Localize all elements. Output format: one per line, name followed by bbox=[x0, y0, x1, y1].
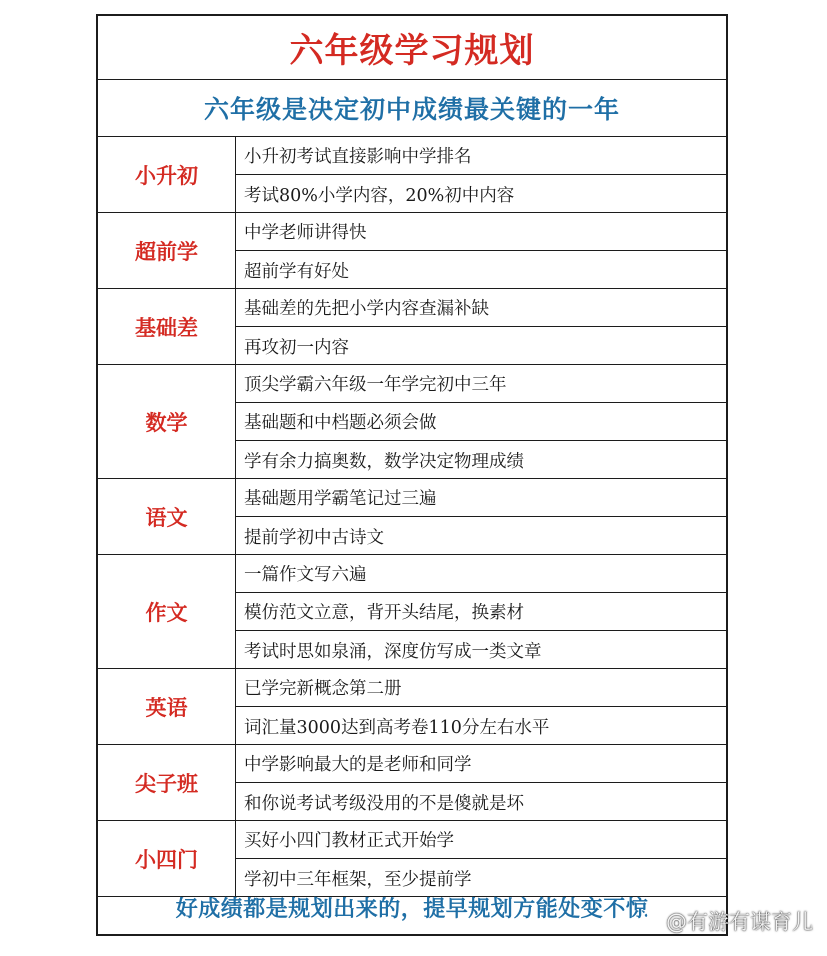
group-item: 再攻初一内容 bbox=[244, 337, 349, 358]
group-item: 词汇量3000达到高考卷110分左右水平 bbox=[244, 717, 550, 738]
group-label: 作文 bbox=[98, 555, 236, 668]
group-label: 尖子班 bbox=[98, 745, 236, 820]
group-item: 顶尖学霸六年级一年学完初中三年 bbox=[236, 365, 726, 403]
group-item: 已学完新概念第二册 bbox=[236, 669, 726, 707]
watermark bbox=[639, 906, 813, 936]
group-item: 基础差的先把小学内容查漏补缺 bbox=[236, 289, 726, 327]
group-item: 一篇作文写六遍 bbox=[236, 555, 726, 593]
group-label: 语文 bbox=[98, 479, 236, 554]
group-item: 学有余力搞奥数，数学决定物理成绩 bbox=[244, 451, 524, 472]
subtitle-row bbox=[98, 80, 726, 137]
group-item: 考试80%小学内容，20%初中内容 bbox=[244, 185, 515, 206]
page-subtitle: 六年级是决定初中成绩最关键的一年 bbox=[203, 95, 620, 124]
group-item: 小升初考试直接影响中学排名 bbox=[236, 137, 726, 175]
group-item: 买好小四门教材正式开始学 bbox=[236, 821, 726, 859]
watermark-text: @有游有谋育儿 bbox=[666, 910, 813, 934]
group-item: 超前学有好处 bbox=[244, 261, 349, 282]
group-label: 小四门 bbox=[98, 821, 236, 896]
group-label: 超前学 bbox=[98, 213, 236, 288]
plan-group bbox=[98, 289, 726, 365]
plan-group bbox=[98, 213, 726, 289]
group-item: 中学老师讲得快 bbox=[236, 213, 726, 251]
group-label: 数学 bbox=[98, 365, 236, 478]
page-title: 六年级学习规划 bbox=[289, 31, 535, 71]
footer-slogan: 好成绩都是规划出来的，提早规划方能处变不惊 bbox=[175, 897, 649, 922]
group-item: 基础题用学霸笔记过三遍 bbox=[236, 479, 726, 517]
plan-group bbox=[98, 745, 726, 821]
group-item: 考试时思如泉涌，深度仿写成一类文章 bbox=[244, 641, 542, 662]
title-row bbox=[98, 16, 726, 80]
group-item: 学初中三年框架，至少提前学 bbox=[244, 869, 472, 890]
study-plan-table bbox=[96, 14, 728, 936]
group-label: 小升初 bbox=[98, 137, 236, 212]
plan-group bbox=[98, 137, 726, 213]
plan-group bbox=[98, 479, 726, 555]
plan-group bbox=[98, 669, 726, 745]
group-label: 基础差 bbox=[98, 289, 236, 364]
plan-group bbox=[98, 555, 726, 669]
group-item: 基础题和中档题必须会做 bbox=[236, 403, 726, 441]
footer-row bbox=[98, 881, 726, 934]
group-item: 和你说考试考级没用的不是傻就是坏 bbox=[244, 793, 524, 814]
plan-group bbox=[98, 365, 726, 479]
group-label: 英语 bbox=[98, 669, 236, 744]
group-item: 提前学初中古诗文 bbox=[244, 527, 384, 548]
group-item: 模仿范文立意，背开头结尾，换素材 bbox=[236, 593, 726, 631]
brand-logo-icon bbox=[639, 910, 661, 932]
group-item: 中学影响最大的是老师和同学 bbox=[236, 745, 726, 783]
